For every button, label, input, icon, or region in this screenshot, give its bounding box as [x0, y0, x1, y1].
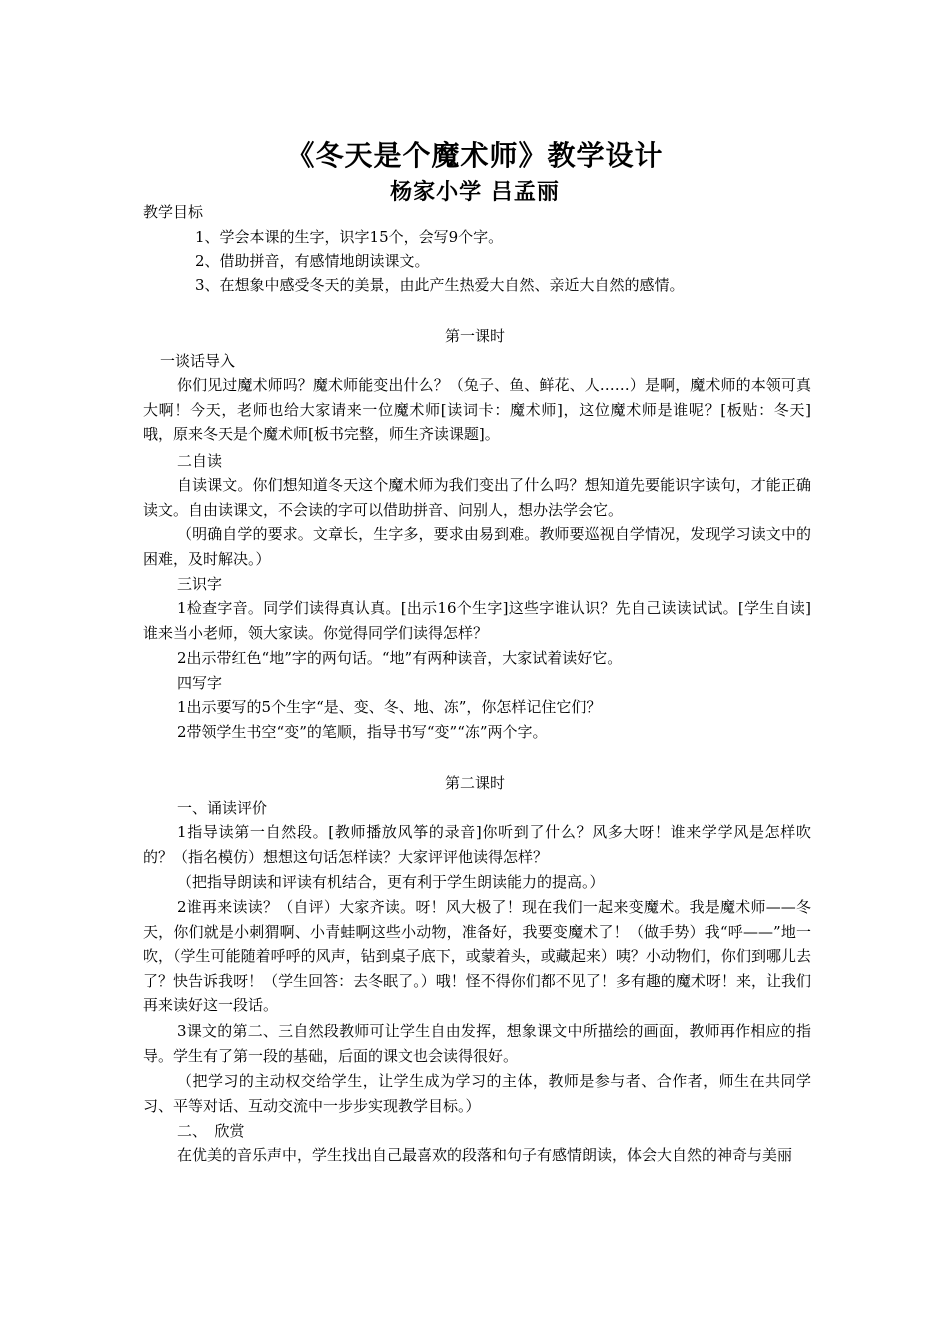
lesson1-section1-paragraph: 你们见过魔术师吗？魔术师能变出什么？（兔子、鱼、鲜花、人……）是啊，魔术师的本领可真大啊！今天，老师也给大家请来一位魔术师[读词卡：魔术师]，这位魔术师是谁呢？[板贴：冬天]哦，原来冬天是个魔术师[板书完整，师生齐读课题]。	[143, 376, 811, 443]
lesson2-paragraph1: 1指导读第一自然段。[教师播放风筝的录音]你听到了什么？风多大呀！谁来学学风是怎样吹的？（指名模仿）想想这句话怎样读？大家评评他读得怎样？	[143, 823, 811, 866]
lesson1-section3-paragraph2: 2出示带红色“地”字的两句话。“地”有两种读音，大家试着读好它。	[177, 649, 623, 667]
lesson1-heading: 第一课时	[444, 327, 505, 345]
lesson1-section4-paragraph2: 2带领学生书空“变”的笔顺，指导书写“变”“冻”两个字。	[177, 723, 548, 741]
lesson1-section3-heading: 三识字	[177, 575, 223, 593]
lesson2-paragraph3: 2谁再来读读？（自评）大家齐读。呀！风大极了！现在我们一起来变魔术。我是魔术师——冬天，你们就是小刺猬啊、小青蛙啊这些小动物，准备好，我要变魔术了！（做手势）我“呼——”地一吹，（学生可能随着呼呼的风声，钻到桌子底下，或蒙着头，或藏起来）咦？小动物们，你们到哪儿去了？快告诉我呀！（学生回答：去冬眠了。）哦！怪不得你们都不见了！多有趣的魔术呀！来，让我们再来读好这一段话。	[143, 898, 811, 1014]
document-title: 《冬天是个魔术师》教学设计	[286, 139, 664, 172]
goal-item-2: 2、借助拼音，有感情地朗读课文。	[195, 252, 430, 270]
lesson1-section2-heading: 二自读	[177, 452, 223, 470]
author-line: 杨家小学 吕孟丽	[390, 179, 560, 205]
lesson1-section4-heading: 四写字	[177, 674, 223, 692]
lesson2-paragraph6: 在优美的音乐声中，学生找出自己最喜欢的段落和句子有感情朗读，体会大自然的神奇与美丽	[177, 1146, 793, 1164]
goals-heading: 教学目标	[143, 203, 204, 221]
lesson2-paragraph4: 3课文的第二、三自然段教师可让学生自由发挥，想象课文中所描绘的画面，教师再作相应的指导。学生有了第一段的基础，后面的课文也会读得很好。	[143, 1022, 811, 1065]
lesson1-section2-paragraph: 自读课文。你们想知道冬天这个魔术师为我们变出了什么吗？想知道先要能识字读句，才能正确读文。自由读课文，不会读的字可以借助拼音、问别人，想办法学会它。	[143, 476, 811, 519]
lesson2-paragraph5: （把学习的主动权交给学生，让学生成为学习的主体，教师是参与者、合作者，师生在共同学习、平等对话、互动交流中一步步实现教学目标。）	[143, 1072, 811, 1115]
lesson1-section4-paragraph1: 1出示要写的5个生字“是、变、冬、地、冻”，你怎样记住它们？	[177, 698, 602, 716]
lesson2-paragraph2: （把指导朗读和评读有机结合，更有利于学生朗读能力的提高。）	[177, 873, 605, 891]
lesson2-section1-heading: 一、诵读评价	[177, 799, 268, 817]
lesson1-section2-note: （明确自学的要求。文章长，生字多，要求由易到难。教师要巡视自学情况，发现学习读文中的困难，及时解决。）	[143, 525, 811, 568]
lesson2-section2-heading: 二、 欣赏	[177, 1122, 245, 1140]
lesson1-section1-heading: 一谈话导入	[160, 352, 236, 370]
goal-item-1: 1、学会本课的生字，识字15个，会写9个字。	[195, 228, 504, 246]
goal-item-3: 3、在想象中感受冬天的美景，由此产生热爱大自然、亲近大自然的感情。	[195, 276, 685, 294]
lesson2-heading: 第二课时	[444, 774, 505, 792]
lesson1-section3-paragraph1: 1检查字音。同学们读得真认真。[出示16个生字]这些字谁认识？先自己读读试试。[学生自读]谁来当小老师，领大家读。你觉得同学们读得怎样？	[143, 599, 811, 642]
